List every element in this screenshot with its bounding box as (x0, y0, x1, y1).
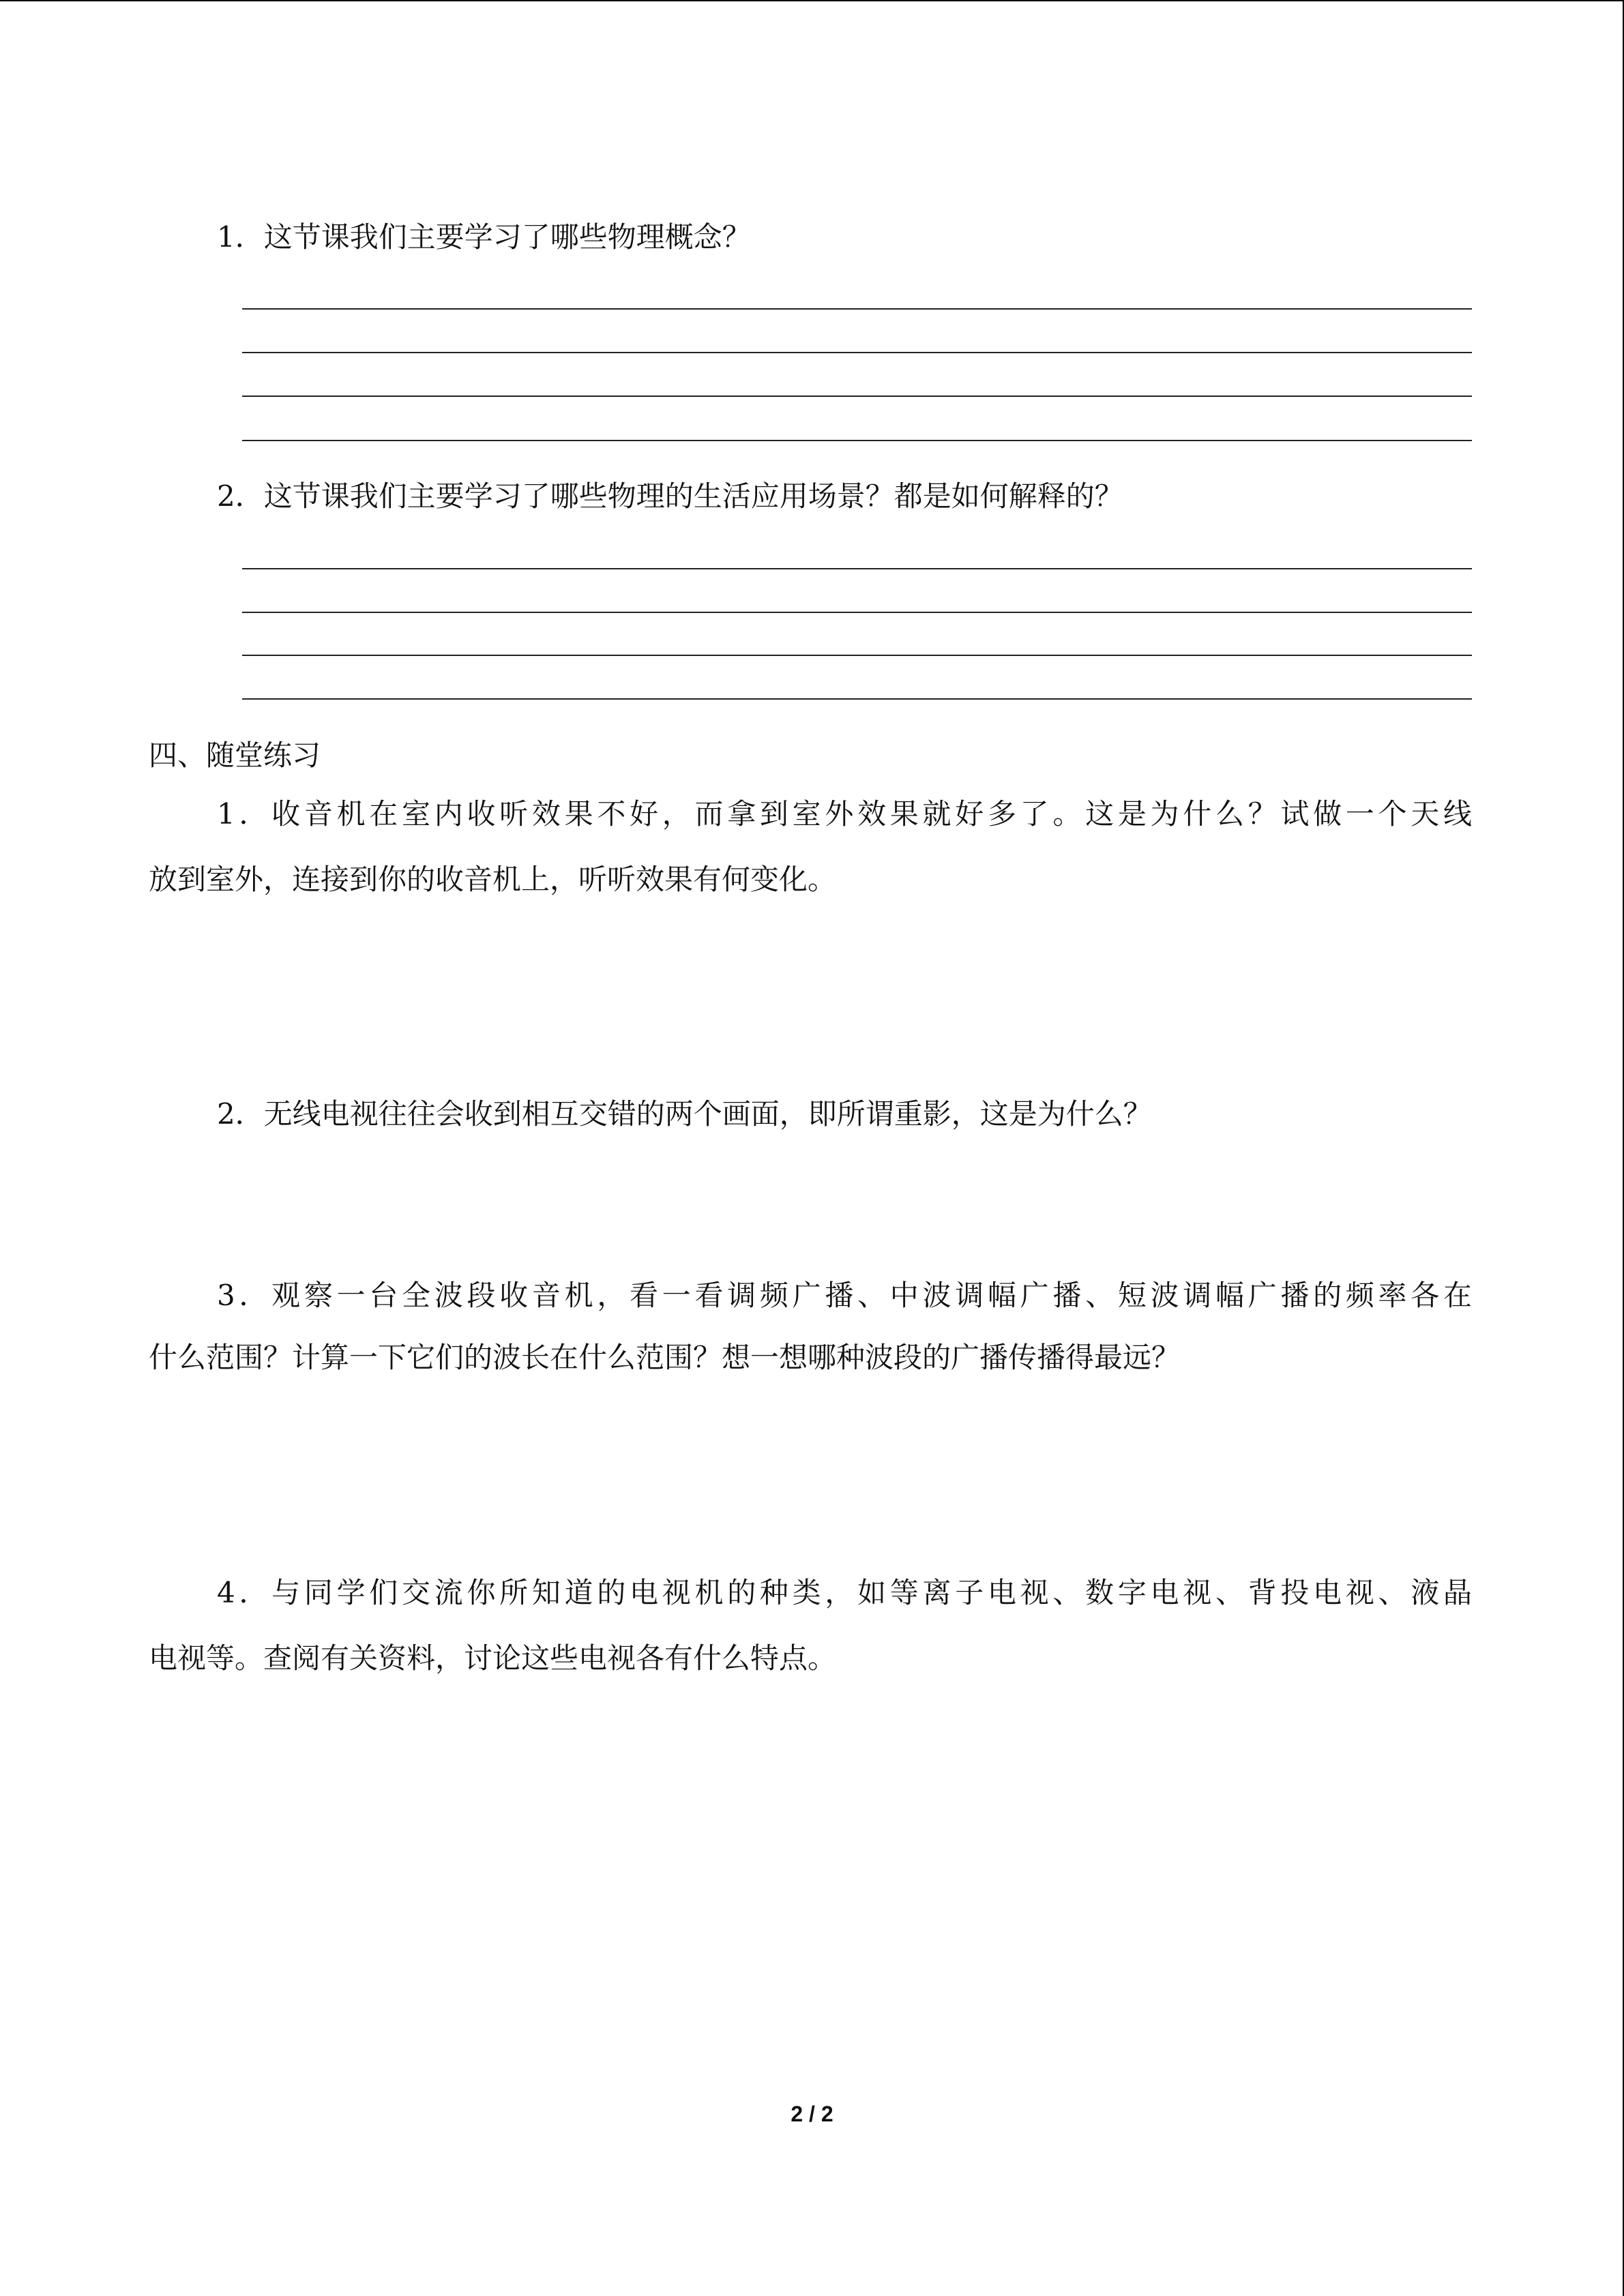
answer-line (242, 698, 1472, 700)
answer-line (242, 568, 1472, 569)
practice-item-3-line-1: 3．观察一台全波段收音机，看一看调频广播、中波调幅广播、短波调幅广播的频率各在 (217, 1279, 1472, 1312)
practice-item-4-line-1: 4．与同学们交流你所知道的电视机的种类，如等离子电视、数字电视、背投电视、液晶 (217, 1576, 1472, 1609)
practice-item-3-line-2: 什么范围？计算一下它们的波长在什么范围？想一想哪种波段的广播传播得最远？ (149, 1341, 1181, 1374)
practice-item-4-line-2: 电视等。查阅有关资料，讨论这些电视各有什么特点。 (149, 1641, 837, 1675)
review-question-1: 1．这节课我们主要学习了哪些物理概念？ (217, 220, 751, 254)
answer-line (242, 655, 1472, 656)
answer-line (242, 308, 1472, 310)
practice-item-1-line-2: 放到室外，连接到你的收音机上，听听效果有何变化。 (149, 863, 837, 896)
page-number: 2 / 2 (791, 2102, 833, 2126)
answer-line (242, 352, 1472, 353)
answer-line (242, 396, 1472, 397)
review-question-2: 2．这节课我们主要学习了哪些物理的生活应用场景？都是如何解释的？ (217, 479, 1123, 513)
practice-item-1-line-1: 1．收音机在室内收听效果不好，而拿到室外效果就好多了。这是为什么？试做一个天线 (217, 797, 1472, 831)
section-heading: 四、随堂练习 (149, 739, 321, 772)
practice-item-2: 2．无线电视往往会收到相互交错的两个画面，即所谓重影，这是为什么？ (217, 1097, 1152, 1131)
answer-line (242, 440, 1472, 441)
answer-line (242, 612, 1472, 613)
